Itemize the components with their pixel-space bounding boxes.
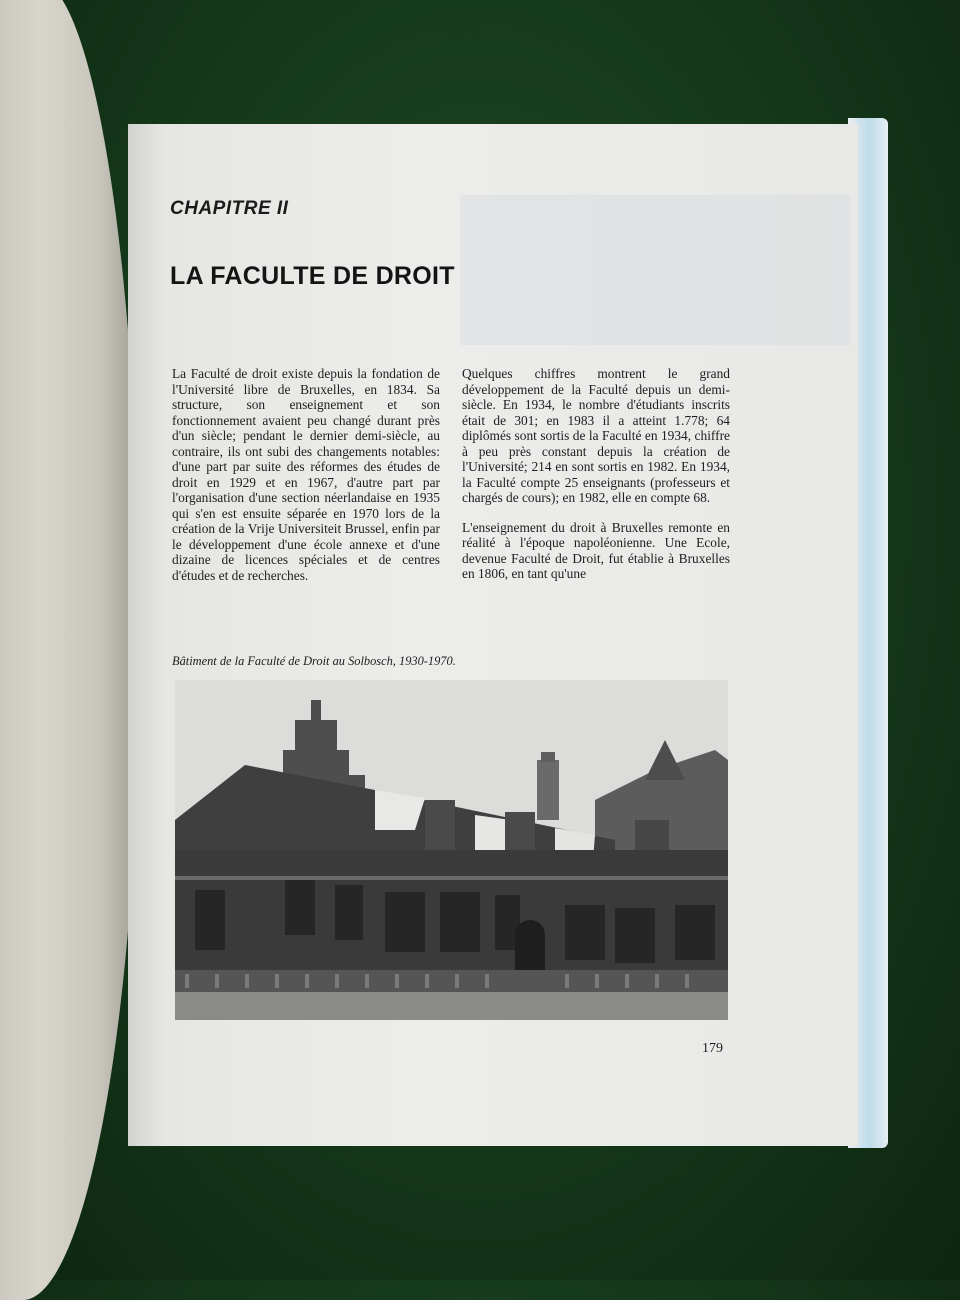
paragraph: Quelques chiffres montrent le grand développement de la Faculté depuis un demi-siècle. En 1934, le nombre d'étudiants inscrits était de 301; en 1983 il a atteint 1.778; 64 diplômés sont sortis de la Faculté en 1934, chiffre à peu près constant depuis la création de l'Université; 214 en sont sortis en 1982. En 1934, la Faculté compte 25 enseignants (professeurs et chargés de cours); en 1982, elle en compte 68.	[462, 366, 730, 505]
page-number: 179	[702, 1041, 723, 1056]
building-photo	[175, 680, 728, 1020]
chapter-title: LA FACULTE DE DROIT	[170, 262, 455, 290]
text-column-right	[462, 366, 730, 596]
text-column-left	[172, 366, 440, 597]
photo-caption: Bâtiment de la Faculté de Droit au Solbosch, 1930-1970.	[172, 654, 456, 668]
paragraph: L'enseignement du droit à Bruxelles remonte en réalité à l'époque napoléonienne. Une Ecole, devenue Faculté de Droit, fut établie à Bruxelles en 1806, en tant qu'une	[462, 519, 730, 581]
paragraph: La Faculté de droit existe depuis la fondation de l'Université libre de Bruxelles, en 1834. Sa structure, son enseignement et son fonctionnement avaient peu changé durant près d'un siècle; pendant le dernier demi-siècle, au contraire, ils ont subi des changements notables: d'une part par suite des réformes des études de droit en 1929 et en 1967, d'autre part par l'organisation d'une section néerlandaise en 1935 qui s'en est ensuite séparée en 1970 lors de la création de la Vrije Universiteit Brussel, enfin par le développement d'une école annexe et d'une dizaine de licences spéciales et de centres d'études et de recherches.	[172, 366, 440, 583]
chapter-label: CHAPITRE II	[170, 198, 289, 219]
building-illustration	[175, 680, 728, 1020]
left-page-curl	[0, 0, 140, 1300]
show-through-shadow	[460, 195, 850, 345]
